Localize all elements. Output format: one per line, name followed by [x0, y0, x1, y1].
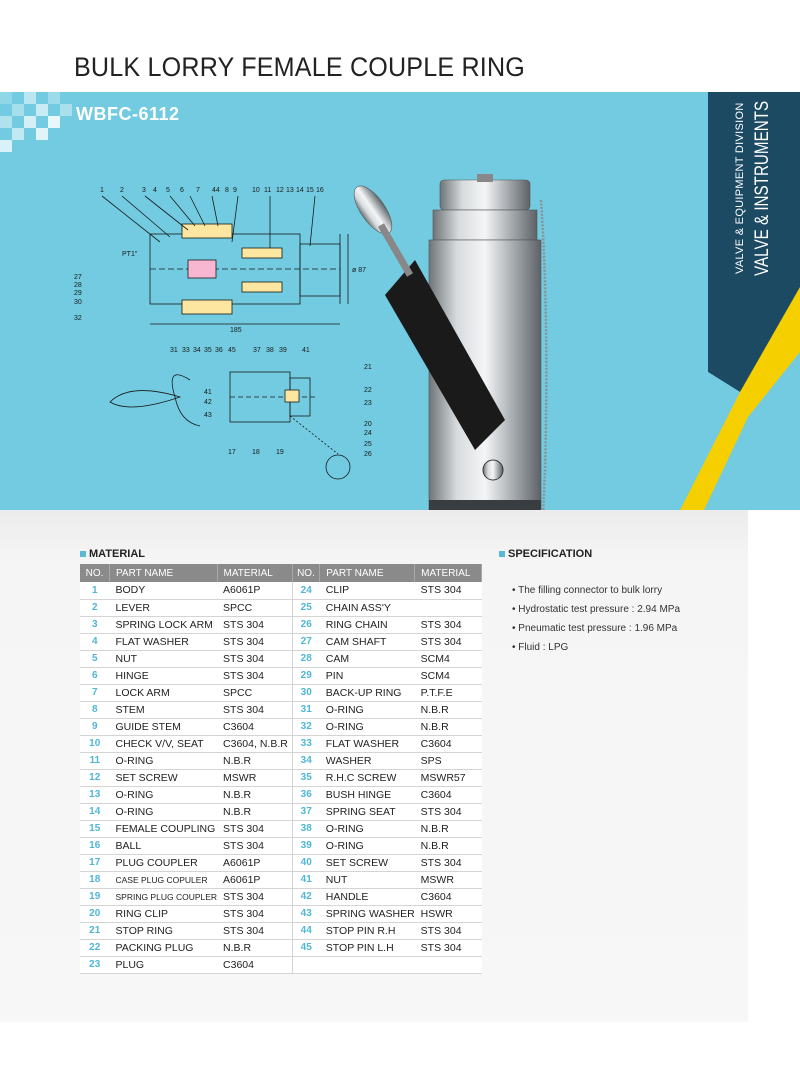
part-no: 31: [292, 701, 320, 718]
part-name: O-RING: [109, 786, 217, 803]
part-name: RING CLIP: [109, 905, 217, 922]
part-no: 12: [80, 769, 109, 786]
part-name: O-RING: [320, 718, 415, 735]
callout-top-13: 13: [286, 187, 294, 194]
table-row: [80, 752, 482, 769]
part-no: 15: [80, 820, 109, 837]
part-name: HANDLE: [320, 888, 415, 905]
part-name: NUT: [320, 871, 415, 888]
part-name: CLIP: [320, 582, 415, 599]
part-no: 29: [292, 667, 320, 684]
part-no: 43: [292, 905, 320, 922]
table-row: [80, 616, 482, 633]
part-no: 28: [292, 650, 320, 667]
part-material: N.B.R: [415, 837, 482, 854]
part-no: 27: [292, 633, 320, 650]
table-row: [80, 599, 482, 616]
specification-list: [512, 585, 680, 661]
part-material: STS 304: [217, 667, 292, 684]
part-no: 41: [292, 871, 320, 888]
table-row: [80, 871, 482, 888]
hero-banner: [0, 92, 800, 510]
part-name: LOCK ARM: [109, 684, 217, 701]
table-row: [80, 922, 482, 939]
part-no: [292, 956, 320, 973]
part-no: 2: [80, 599, 109, 616]
part-name: GUIDE STEM: [109, 718, 217, 735]
part-no: 1: [80, 582, 109, 599]
part-material: C3604: [415, 888, 482, 905]
callout-top-10: 10: [252, 187, 260, 194]
part-no: 30: [292, 684, 320, 701]
part-name: O-RING: [320, 837, 415, 854]
part-name: SPRING SEAT: [320, 803, 415, 820]
part-name: FLAT WASHER: [109, 633, 217, 650]
part-no: 20: [80, 905, 109, 922]
part-name: BUSH HINGE: [320, 786, 415, 803]
part-material: STS 304: [217, 616, 292, 633]
part-material: MSWR: [415, 871, 482, 888]
callout-bottom-39: 39: [279, 347, 287, 354]
part-no: 16: [80, 837, 109, 854]
spec-item: • Fluid : LPG: [512, 642, 680, 661]
part-name: [320, 956, 415, 973]
callout-ll-42: 42: [204, 399, 212, 406]
division-label: [722, 92, 782, 282]
part-material: N.B.R: [217, 786, 292, 803]
part-name: STOP RING: [109, 922, 217, 939]
table-row: [80, 939, 482, 956]
part-name: BACK-UP RING: [320, 684, 415, 701]
part-material: N.B.R: [415, 701, 482, 718]
part-name: CAM SHAFT: [320, 633, 415, 650]
table-row: [80, 667, 482, 684]
dimension-length: 185: [230, 327, 242, 334]
division-line2: VALVE & INSTRUMENTS: [752, 100, 773, 276]
callout-bottom-35: 35: [204, 347, 212, 354]
part-material: STS 304: [415, 803, 482, 820]
callout-bottom-45: 45: [228, 347, 236, 354]
part-material: MSWR57: [415, 769, 482, 786]
part-material: N.B.R: [217, 803, 292, 820]
part-no: 33: [292, 735, 320, 752]
part-material: C3604: [217, 718, 292, 735]
callout-bottom-38: 38: [266, 347, 274, 354]
part-no: 39: [292, 837, 320, 854]
part-name: O-RING: [109, 803, 217, 820]
table-header-row: [80, 564, 482, 582]
part-material: SPCC: [217, 684, 292, 701]
part-material: A6061P: [217, 582, 292, 599]
callout-top-2: 2: [120, 187, 124, 194]
callout-top-11: 11: [264, 187, 272, 194]
part-material: STS 304: [217, 922, 292, 939]
division-line1: VALVE & EQUIPMENT DIVISION: [734, 102, 746, 274]
part-name: LEVER: [109, 599, 217, 616]
callout-top-5: 5: [166, 187, 170, 194]
callout-bottom-41: 41: [302, 347, 310, 354]
table-row: [80, 837, 482, 854]
part-name: BODY: [109, 582, 217, 599]
part-no: 19: [80, 888, 109, 905]
callout-top-12: 12: [276, 187, 284, 194]
callout-lr-23: 23: [364, 400, 372, 407]
callout-lr-21: 21: [364, 364, 372, 371]
part-name: FEMALE COUPLING: [109, 820, 217, 837]
callout-bottom-34: 34: [193, 347, 201, 354]
part-no: 32: [292, 718, 320, 735]
part-material: STS 304: [217, 905, 292, 922]
part-name: PIN: [320, 667, 415, 684]
table-row: [80, 956, 482, 973]
callout-top-7: 7: [196, 187, 200, 194]
part-name: STEM: [109, 701, 217, 718]
part-name: SPRING WASHER: [320, 905, 415, 922]
part-material: STS 304: [415, 939, 482, 956]
table-row: [80, 820, 482, 837]
col-header-part-name: PART NAME: [320, 564, 415, 582]
part-no: 8: [80, 701, 109, 718]
thread-label: PT1": [122, 251, 138, 258]
part-name: PACKING PLUG: [109, 939, 217, 956]
part-material: STS 304: [217, 650, 292, 667]
part-name: CASE PLUG COPULER: [109, 871, 217, 888]
part-name: STOP PIN L.H: [320, 939, 415, 956]
callout-lr-25: 25: [364, 441, 372, 448]
part-material: N.B.R: [217, 752, 292, 769]
part-no: 34: [292, 752, 320, 769]
part-material: C3604: [217, 956, 292, 973]
part-name: CAM: [320, 650, 415, 667]
table-row: [80, 769, 482, 786]
part-no: 25: [292, 599, 320, 616]
square-bullet-icon: [499, 551, 505, 557]
callout-top-14: 14: [296, 187, 304, 194]
callout-bottom-37: 37: [253, 347, 261, 354]
table-row: [80, 684, 482, 701]
callout-lr-26: 26: [364, 451, 372, 458]
table-row: [80, 701, 482, 718]
square-bullet-icon: [80, 551, 86, 557]
part-no: 36: [292, 786, 320, 803]
part-name: SPRING PLUG COUPLER: [109, 888, 217, 905]
part-no: 23: [80, 956, 109, 973]
spec-item: • Pneumatic test pressure : 1.96 MPa: [512, 623, 680, 642]
spec-item: • Hydrostatic test pressure : 2.94 MPa: [512, 604, 680, 623]
specification-heading: SPECIFICATION: [499, 548, 592, 560]
callout-lb-18: 18: [252, 449, 260, 456]
table-row: [80, 735, 482, 752]
callout-lb-19: 19: [276, 449, 284, 456]
callout-left-28: 28: [74, 282, 82, 289]
part-material: SPCC: [217, 599, 292, 616]
part-material: STS 304: [415, 582, 482, 599]
col-header-material: MATERIAL: [415, 564, 482, 582]
part-no: 40: [292, 854, 320, 871]
part-no: 6: [80, 667, 109, 684]
part-name: FLAT WASHER: [320, 735, 415, 752]
part-material: SPS: [415, 752, 482, 769]
part-name: SPRING LOCK ARM: [109, 616, 217, 633]
table-row: [80, 650, 482, 667]
col-header-no: NO.: [80, 564, 109, 582]
part-material: A6061P: [217, 854, 292, 871]
part-material: STS 304: [415, 633, 482, 650]
part-material: C3604, N.B.R: [217, 735, 292, 752]
model-code: WBFC-6112: [76, 104, 180, 124]
part-material: C3604: [415, 786, 482, 803]
callout-bottom-31: 31: [170, 347, 178, 354]
part-material: SCM4: [415, 650, 482, 667]
part-name: SET SCREW: [109, 769, 217, 786]
part-name: PLUG: [109, 956, 217, 973]
part-no: 45: [292, 939, 320, 956]
part-material: STS 304: [217, 701, 292, 718]
dimension-diameter: ø 87: [352, 267, 367, 274]
part-name: O-RING: [320, 820, 415, 837]
part-name: HINGE: [109, 667, 217, 684]
table-row: [80, 888, 482, 905]
part-name: RING CHAIN: [320, 616, 415, 633]
table-row: [80, 905, 482, 922]
part-no: 4: [80, 633, 109, 650]
part-no: 37: [292, 803, 320, 820]
product-photo: [345, 170, 585, 510]
callout-top-6: 6: [180, 187, 184, 194]
part-no: 11: [80, 752, 109, 769]
part-material: P.T.F.E: [415, 684, 482, 701]
part-material: [415, 956, 482, 973]
part-material: MSWR: [217, 769, 292, 786]
callout-ll-43: 43: [204, 412, 212, 419]
part-name: O-RING: [320, 701, 415, 718]
callout-lb-17: 17: [228, 449, 236, 456]
col-header-material: MATERIAL: [217, 564, 292, 582]
part-material: N.B.R: [415, 718, 482, 735]
table-row: [80, 633, 482, 650]
col-header-part-name: PART NAME: [109, 564, 217, 582]
callout-top-44: 44: [212, 187, 220, 194]
part-name: BALL: [109, 837, 217, 854]
part-material: N.B.R: [217, 939, 292, 956]
callout-left-27: 27: [74, 274, 82, 281]
callout-ll-41: 41: [204, 389, 212, 396]
part-no: 44: [292, 922, 320, 939]
part-name: STOP PIN R.H: [320, 922, 415, 939]
part-no: 22: [80, 939, 109, 956]
part-no: 35: [292, 769, 320, 786]
callout-top-4: 4: [153, 187, 157, 194]
part-material: STS 304: [217, 633, 292, 650]
part-material: STS 304: [217, 820, 292, 837]
material-table: [80, 564, 482, 974]
part-material: STS 304: [217, 837, 292, 854]
callout-left-30: 30: [74, 299, 82, 306]
part-material: SCM4: [415, 667, 482, 684]
part-name: WASHER: [320, 752, 415, 769]
callout-lr-20: 20: [364, 421, 372, 428]
part-material: STS 304: [415, 616, 482, 633]
spec-item: • The filling connector to bulk lorry: [512, 585, 680, 604]
part-material: [415, 599, 482, 616]
callout-left-32: 32: [74, 315, 82, 322]
part-name: CHAIN ASS'Y: [320, 599, 415, 616]
callout-top-16: 16: [316, 187, 324, 194]
part-name: NUT: [109, 650, 217, 667]
part-material: C3604: [415, 735, 482, 752]
table-row: [80, 803, 482, 820]
page-title: BULK LORRY FEMALE COUPLE RING: [74, 52, 526, 82]
callout-top-1: 1: [100, 187, 104, 194]
part-material: STS 304: [217, 888, 292, 905]
table-row: [80, 854, 482, 871]
callout-top-3: 3: [142, 187, 146, 194]
callout-top-9: 9: [233, 187, 237, 194]
material-heading: MATERIAL: [80, 548, 145, 560]
part-no: 14: [80, 803, 109, 820]
table-row: [80, 718, 482, 735]
part-no: 7: [80, 684, 109, 701]
part-material: STS 304: [415, 922, 482, 939]
part-no: 42: [292, 888, 320, 905]
callout-left-29: 29: [74, 290, 82, 297]
callout-bottom-36: 36: [215, 347, 223, 354]
part-no: 13: [80, 786, 109, 803]
part-material: HSWR: [415, 905, 482, 922]
part-material: N.B.R: [415, 820, 482, 837]
part-material: STS 304: [415, 854, 482, 871]
callout-bottom-33: 33: [182, 347, 190, 354]
callout-lr-22: 22: [364, 387, 372, 394]
part-name: O-RING: [109, 752, 217, 769]
part-no: 10: [80, 735, 109, 752]
part-name: SET SCREW: [320, 854, 415, 871]
callout-top-15: 15: [306, 187, 314, 194]
table-row: [80, 786, 482, 803]
part-material: A6061P: [217, 871, 292, 888]
part-no: 21: [80, 922, 109, 939]
col-header-no: NO.: [292, 564, 320, 582]
part-no: 9: [80, 718, 109, 735]
callout-top-8: 8: [225, 187, 229, 194]
table-row: [80, 582, 482, 599]
part-no: 17: [80, 854, 109, 871]
part-no: 38: [292, 820, 320, 837]
part-no: 26: [292, 616, 320, 633]
part-no: 24: [292, 582, 320, 599]
part-no: 5: [80, 650, 109, 667]
part-no: 18: [80, 871, 109, 888]
callout-lr-24: 24: [364, 430, 372, 437]
part-name: R.H.C SCREW: [320, 769, 415, 786]
part-no: 3: [80, 616, 109, 633]
part-name: PLUG COUPLER: [109, 854, 217, 871]
part-name: CHECK V/V, SEAT: [109, 735, 217, 752]
